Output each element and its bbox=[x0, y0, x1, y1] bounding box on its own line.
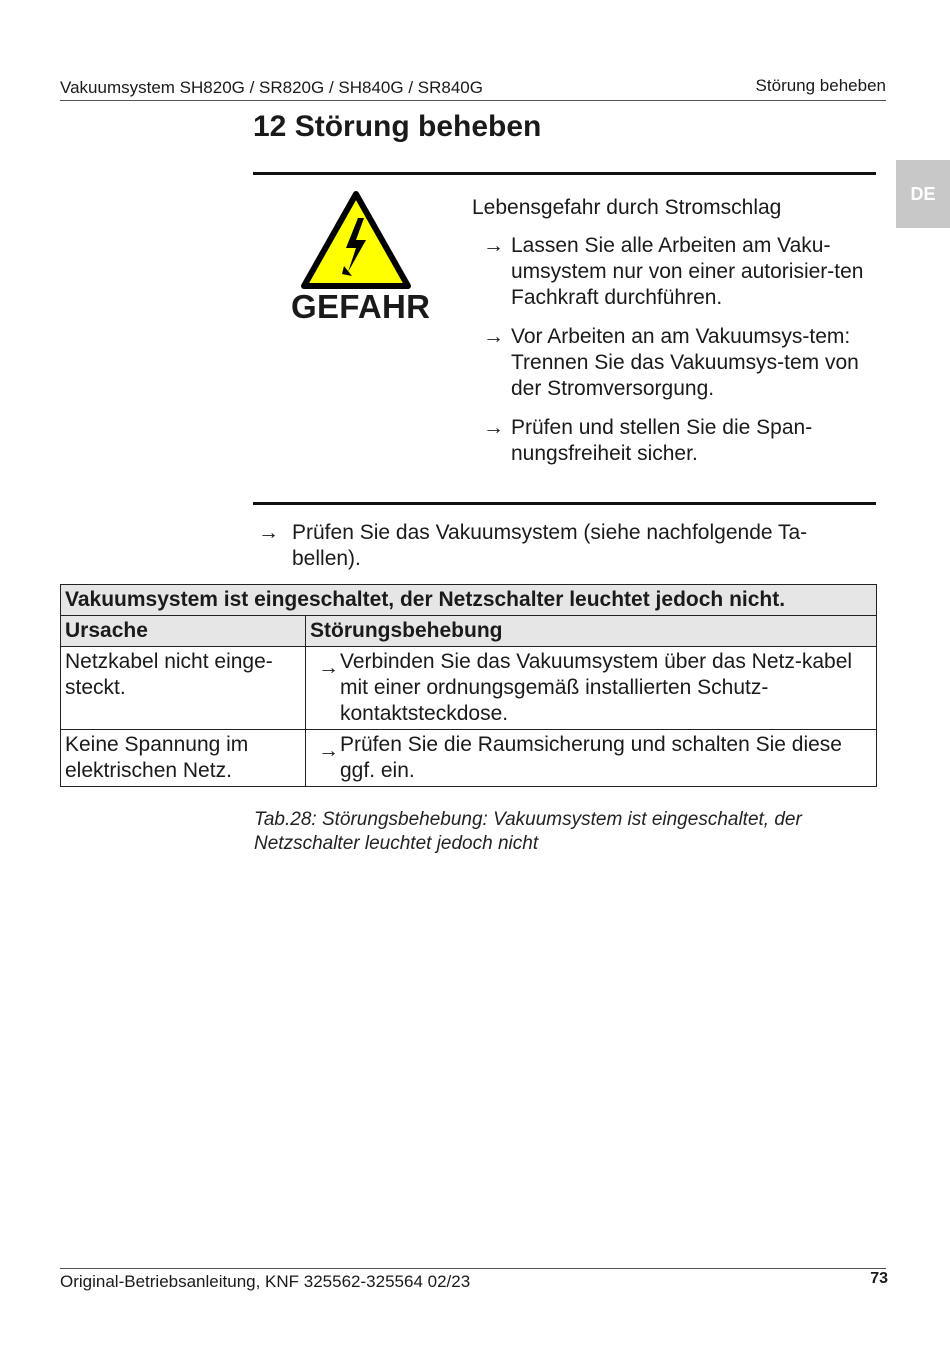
language-tab: DE bbox=[896, 160, 950, 228]
danger-item-text: Lassen Sie alle Arbeiten am Vaku-umsystem nur von einer autorisier-ten Fachkraft durchführen. bbox=[511, 234, 864, 309]
header-divider bbox=[60, 100, 886, 101]
danger-item-text: Prüfen und stellen Sie die Span-nungsfreiheit sicher. bbox=[511, 416, 813, 465]
danger-item-text: Vor Arbeiten an am Vakuumsys-tem: Trennen Sie das Vakuumsys-tem von der Stromversorgung. bbox=[511, 325, 859, 400]
header-product: Vakuumsystem SH820G / SR820G / SH840G / SR840G bbox=[60, 78, 483, 97]
remedy-cell bbox=[306, 647, 877, 730]
chapter-title: 12 Störung beheben bbox=[253, 110, 542, 143]
page-number: 73 bbox=[870, 1270, 888, 1287]
fault-table bbox=[60, 584, 877, 787]
danger-title: Lebensgefahr durch Stromschlag bbox=[472, 196, 782, 219]
table-title: Vakuumsystem ist eingeschaltet, der Netzschalter leuchtet jedoch nicht. bbox=[61, 585, 877, 616]
instruction-step bbox=[258, 520, 858, 572]
column-header-remedy: Störungsbehebung bbox=[306, 616, 877, 647]
cause-cell: Netzkabel nicht einge-steckt. bbox=[61, 647, 306, 730]
high-voltage-warning-icon bbox=[300, 190, 412, 290]
table-row bbox=[61, 647, 877, 730]
danger-item bbox=[483, 233, 868, 311]
table-row bbox=[61, 730, 877, 787]
danger-item bbox=[483, 324, 868, 402]
arrow-icon: → bbox=[258, 521, 279, 544]
signal-word: GEFAHR bbox=[291, 288, 431, 325]
remedy-cell bbox=[306, 730, 877, 787]
remedy-text: Verbinden Sie das Vakuumsystem über das Netz-kabel mit einer ordnungsgemäß installierten Schutz-kontaktsteckdose. bbox=[340, 650, 853, 725]
danger-item bbox=[483, 415, 868, 467]
danger-box-top-rule bbox=[253, 172, 876, 175]
table-title-row bbox=[61, 585, 877, 616]
arrow-icon: → bbox=[483, 416, 504, 439]
footer-divider bbox=[60, 1268, 886, 1269]
table-header-row bbox=[61, 616, 877, 647]
remedy-text: Prüfen Sie die Raumsicherung und schalten Sie diese ggf. ein. bbox=[340, 733, 842, 782]
column-header-cause: Ursache bbox=[61, 616, 306, 647]
instruction-step-text: Prüfen Sie das Vakuumsystem (siehe nachfolgende Ta-bellen). bbox=[292, 521, 808, 570]
danger-box-bottom-rule bbox=[253, 502, 876, 505]
header-section: Störung beheben bbox=[755, 76, 886, 95]
footer-document: Original-Betriebsanleitung, KNF 325562-325564 02/23 bbox=[60, 1272, 471, 1291]
arrow-icon: → bbox=[318, 739, 339, 762]
arrow-icon: → bbox=[483, 234, 504, 257]
arrow-icon: → bbox=[483, 325, 504, 348]
arrow-icon: → bbox=[318, 656, 339, 679]
table-caption: Tab.28: Störungsbehebung: Vakuumsystem ist eingeschaltet, der Netzschalter leuchtet jedoch nicht bbox=[254, 809, 802, 854]
cause-cell: Keine Spannung im elektrischen Netz. bbox=[61, 730, 306, 787]
